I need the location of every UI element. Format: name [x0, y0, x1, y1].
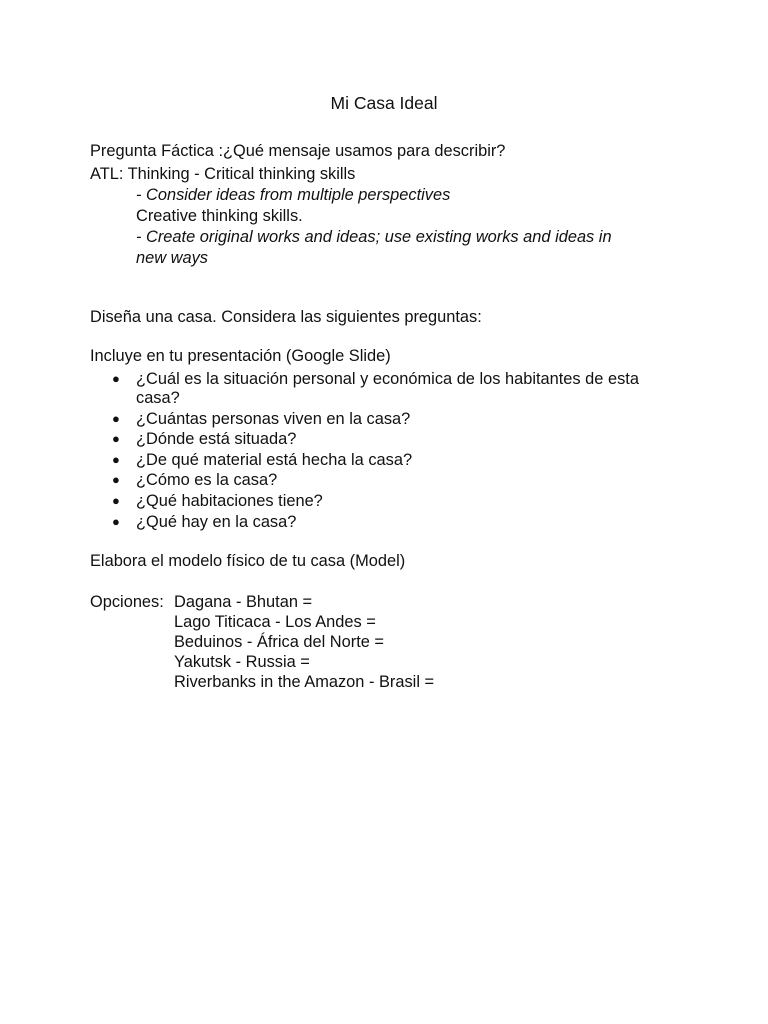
- question-text: ¿Cuántas personas viven en la casa?: [136, 410, 411, 428]
- question-text: ¿Qué habitaciones tiene?: [136, 492, 323, 510]
- opcion-item: Dagana - Bhutan =: [174, 593, 313, 611]
- question-text: ¿Qué hay en la casa?: [136, 513, 297, 531]
- opciones-label: Opciones:: [90, 593, 164, 611]
- bullet-icon: ●: [112, 514, 120, 529]
- elabora-instruction: Elabora el modelo físico de tu casa (Model): [90, 552, 406, 570]
- bullet-icon: ●: [112, 371, 120, 386]
- question-text: ¿De qué material está hecha la casa?: [136, 451, 413, 469]
- bullet-icon: ●: [112, 431, 120, 446]
- document-title: Mi Casa Ideal: [330, 93, 438, 113]
- bullet-icon: ●: [112, 452, 120, 467]
- pregunta-factica: Pregunta Fáctica :¿Qué mensaje usamos para describir?: [90, 142, 506, 160]
- opcion-item: Yakutsk - Russia =: [174, 653, 310, 671]
- bullet-icon: ●: [112, 493, 120, 508]
- question-text: ¿Dónde está situada?: [136, 430, 297, 448]
- disena-instruction: Diseña una casa. Considera las siguientes preguntas:: [90, 308, 482, 326]
- question-text-continued: casa?: [136, 389, 180, 407]
- opcion-item: Lago Titicaca - Los Andes =: [174, 613, 376, 631]
- atl-creative-heading: Creative thinking skills.: [136, 207, 303, 225]
- atl-creative-item-line2: new ways: [136, 249, 208, 267]
- atl-heading: ATL: Thinking - Critical thinking skills: [90, 165, 356, 183]
- bullet-icon: ●: [112, 472, 120, 487]
- question-text: ¿Cómo es la casa?: [136, 471, 278, 489]
- incluye-heading: Incluye en tu presentación (Google Slide): [90, 347, 391, 365]
- bullet-icon: ●: [112, 411, 120, 426]
- atl-creative-item-line1: - Create original works and ideas; use existing works and ideas in: [136, 228, 612, 246]
- opcion-item: Riverbanks in the Amazon - Brasil =: [174, 673, 435, 691]
- opcion-item: Beduinos - África del Norte =: [174, 633, 384, 651]
- atl-critical-item: - Consider ideas from multiple perspectives: [136, 186, 451, 204]
- question-text: ¿Cuál es la situación personal y económica de los habitantes de esta: [136, 370, 639, 388]
